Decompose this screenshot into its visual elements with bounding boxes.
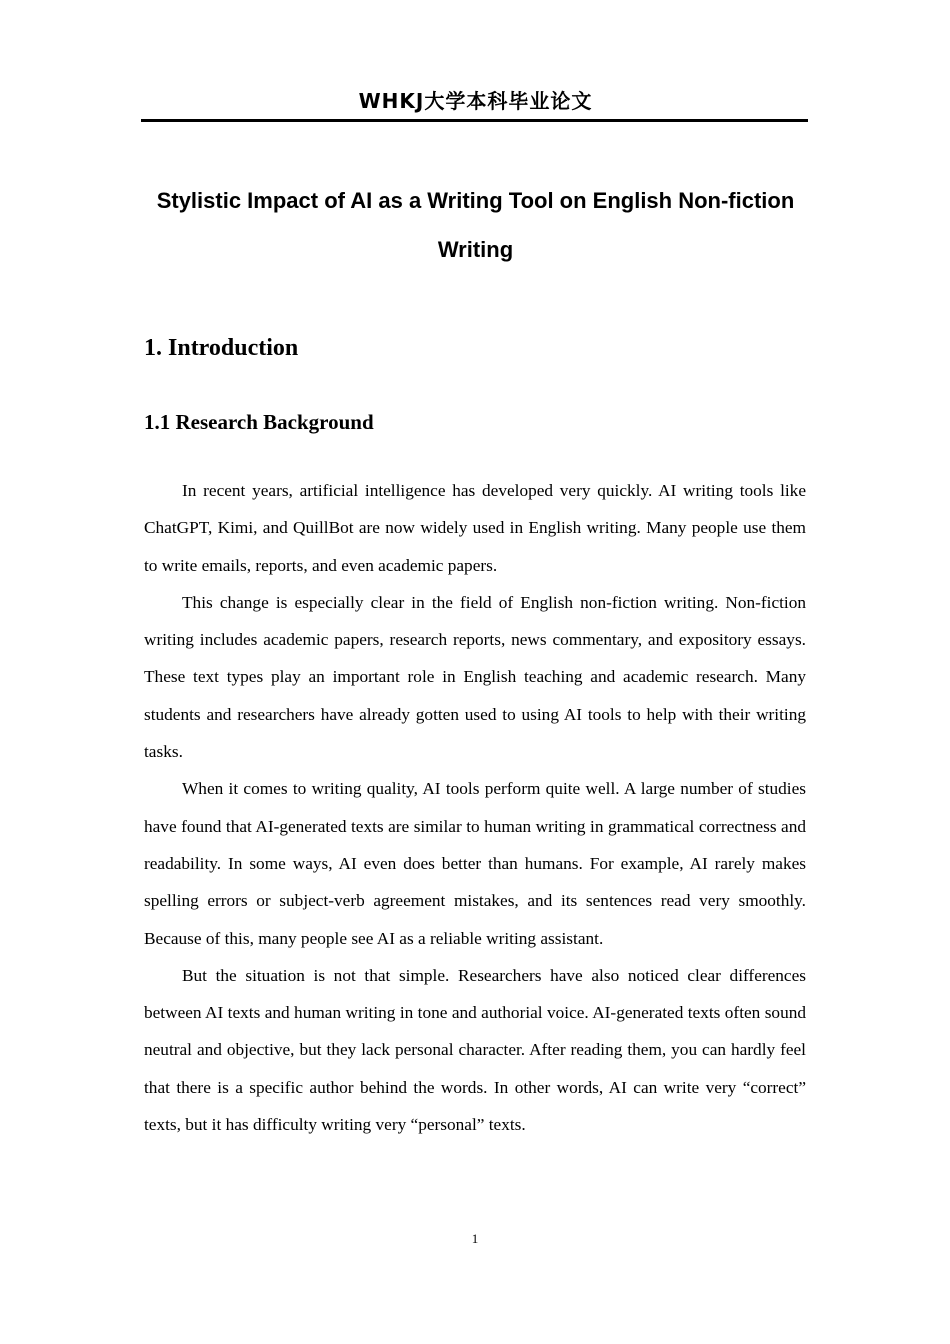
paragraph: This change is especially clear in the field of English non-fiction writing. Non-fiction writing includes academic papers, research reports, news commentary, and expository essays. These text types play an important role in English teaching and academic research. Many students and researchers have already gotten used to using AI tools to help with their writing tasks. [144,592,806,762]
page-number: 1 [471,1231,479,1246]
paragraph: When it comes to writing quality, AI tools perform quite well. A large number of studies have found that AI-generated texts are similar to human writing in grammatical correctness and readability. In some ways, AI even does better than humans. For example, AI rarely makes spelling errors or subject-verb agreement mistakes, and its sentences read very smoothly. Because of this, many people see AI as a reliable writing assistant. [144,779,806,948]
paper-title: Stylistic Impact of AI as a Writing Tool on English Non-fiction Writing [156,188,795,262]
paragraph: In recent years, artificial intelligence has developed very quickly. AI writing tools like ChatGPT, Kimi, and QuillBot are now widely used in English writing. Many people use them to write emails, reports, and even academic papers. [144,481,806,575]
header-rule [141,119,808,122]
subsection-heading: 1.1 Research Background [144,410,374,434]
running-header: WHKJ大学本科毕业论文 [358,89,593,113]
section-heading: 1. Introduction [144,335,299,361]
paragraph: But the situation is not that simple. Researchers have also noticed clear differences between AI texts and human writing in tone and authorial voice. AI-generated texts often sound neutral and objective, but they lack personal character. After reading them, you can hardly feel that there is a specific author behind the words. In other words, AI can write very “correct” texts, but it has difficulty writing very “personal” texts. [144,965,806,1135]
body-text [144,472,806,1143]
